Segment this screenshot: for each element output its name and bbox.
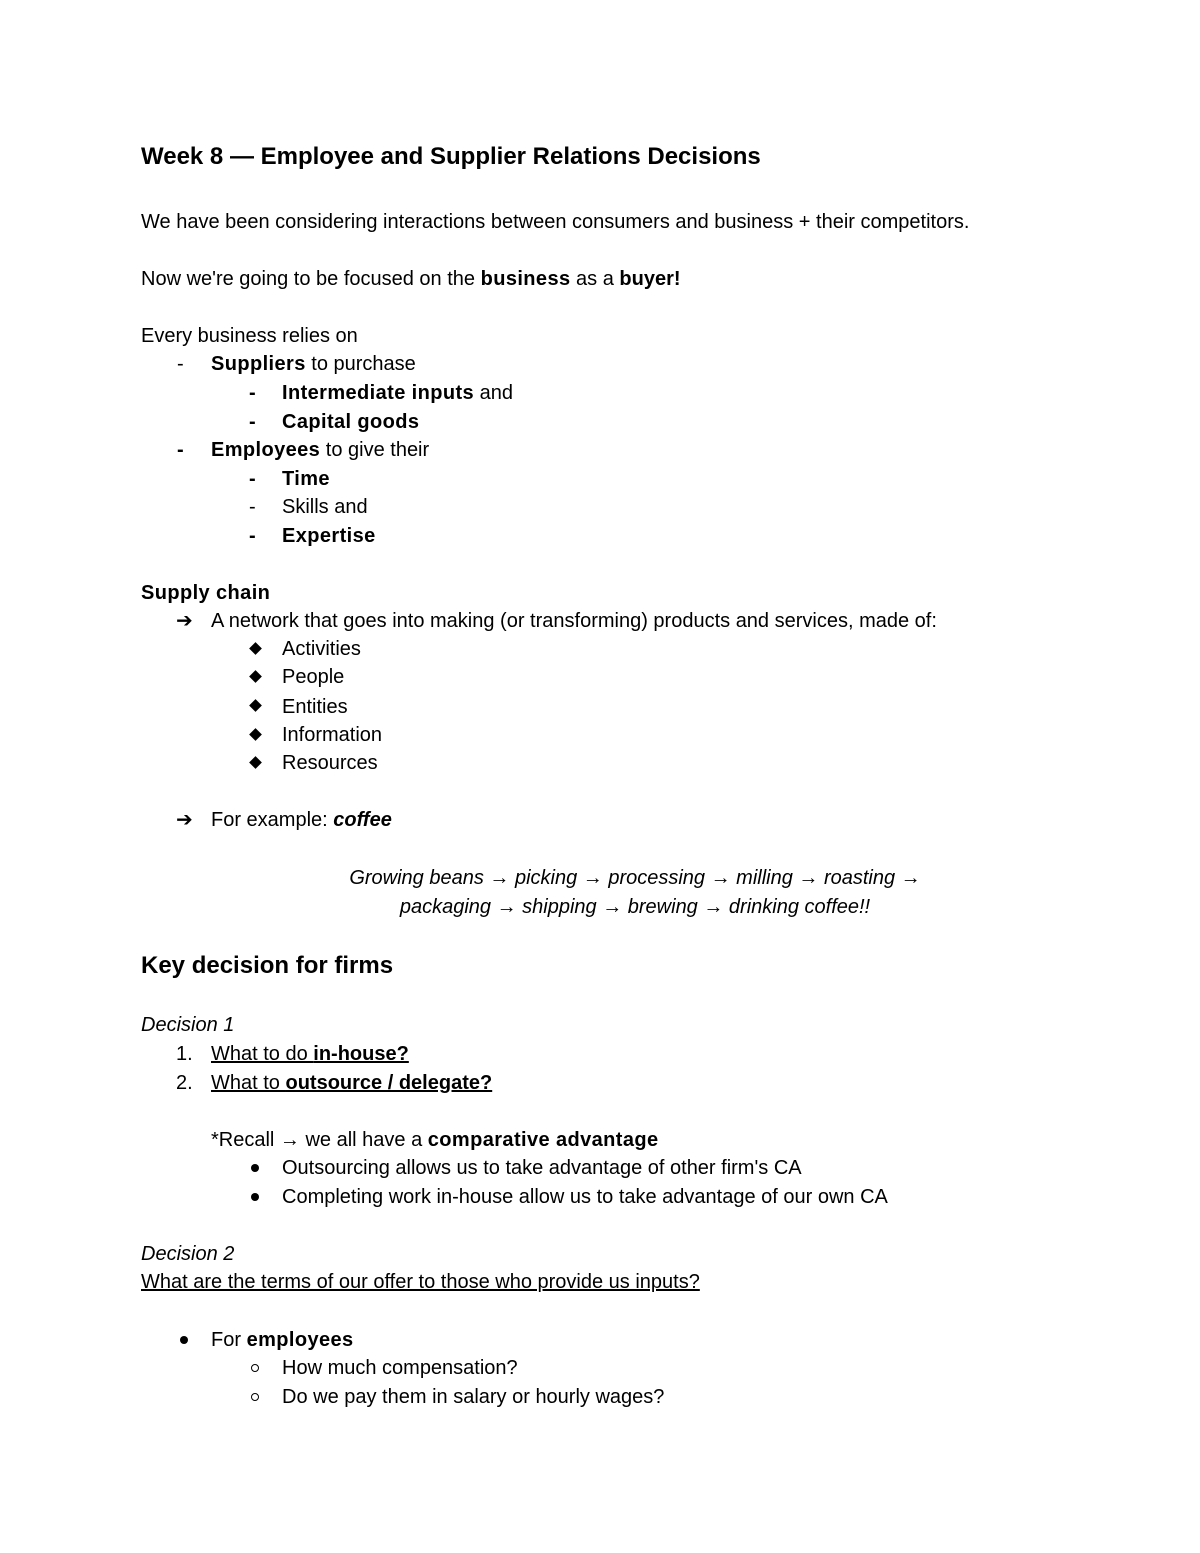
decision-2-question: What are the terms of our offer to those who provide us inputs? [141, 1271, 700, 1293]
bullet-dot-icon [251, 1164, 259, 1172]
list-item-skills: Skills and [282, 496, 368, 518]
list-number: 2. [176, 1072, 193, 1094]
recall-pre: *Recall → we all have a [211, 1129, 428, 1151]
decision-1-item-in-house [211, 1042, 409, 1066]
intro-paragraph: We have been considering interactions between consumers and business + their competitors. [141, 211, 970, 233]
list-number: 1. [176, 1043, 193, 1065]
dash-marker: - [177, 353, 184, 375]
supply-chain-item: Resources [282, 752, 378, 774]
arrow-bullet-icon: ➔ [176, 809, 193, 831]
dash-marker: - [177, 439, 184, 461]
dash-marker: - [249, 525, 256, 547]
employees-bold-word: employees [246, 1329, 354, 1351]
recall-note [211, 1128, 659, 1152]
bullet-ring-icon [251, 1393, 259, 1401]
inputs-bold: Intermediate inputs [282, 382, 475, 404]
suppliers-bold: Suppliers [211, 353, 306, 375]
decision-2-label: Decision 2 [141, 1243, 235, 1265]
list-item-intermediate-inputs [282, 381, 513, 405]
relies-intro: Every business relies on [141, 325, 358, 347]
coffee-flow-line-1: Growing beans → picking → processing → milling → roasting → [349, 867, 921, 889]
page-title: Week 8 — Employee and Supplier Relations Decisions [141, 143, 761, 170]
list-item-expertise: Expertise [282, 525, 376, 547]
list-item-time: Time [282, 468, 330, 490]
bullet-dot-icon [251, 1193, 259, 1201]
diamond-bullet-icon [249, 670, 262, 683]
bullet-dot-icon [180, 1336, 188, 1344]
item-pre: What to do [211, 1043, 314, 1065]
recall-bullet: Completing work in-house allow us to take advantage of our own CA [282, 1186, 888, 1208]
dash-marker: - [249, 496, 256, 518]
example-pre: For example: [211, 809, 334, 831]
supply-chain-item: Entities [282, 696, 348, 718]
list-item-suppliers [211, 352, 416, 376]
diamond-bullet-icon [249, 728, 262, 741]
supply-chain-heading: Supply chain [141, 582, 271, 604]
employees-pre: For [211, 1329, 247, 1351]
item-bold: outsource / delegate? [285, 1072, 493, 1094]
supply-chain-item: People [282, 666, 345, 688]
item-pre: What to [211, 1072, 286, 1094]
focus-text-mid: as a [570, 268, 620, 290]
employees-sub-item: Do we pay them in salary or hourly wages? [282, 1386, 665, 1408]
focus-bold-business: business [480, 268, 571, 290]
example-coffee: coffee [333, 809, 392, 831]
suppliers-rest: to purchase [305, 353, 416, 375]
item-bold: in-house? [313, 1043, 409, 1065]
supply-chain-item: Activities [282, 638, 361, 660]
employees-item [211, 1328, 354, 1352]
recall-bold: comparative advantage [427, 1129, 659, 1151]
inputs-rest: and [474, 382, 514, 404]
employees-sub-item: How much compensation? [282, 1357, 518, 1379]
coffee-flow-line-2: packaging → shipping → brewing → drinking coffee!! [399, 896, 871, 918]
diamond-bullet-icon [249, 756, 262, 769]
decision-1-item-outsource [211, 1071, 492, 1095]
employees-bold: Employees [211, 439, 321, 461]
key-decision-heading: Key decision for firms [141, 952, 394, 979]
diamond-bullet-icon [249, 699, 262, 712]
arrow-bullet-icon: ➔ [176, 610, 193, 632]
bullet-ring-icon [251, 1364, 259, 1372]
dash-marker: - [249, 411, 256, 433]
focus-bold-buyer: buyer! [619, 268, 681, 290]
focus-text-pre: Now we're going to be focused on the [141, 268, 481, 290]
dash-marker: - [249, 468, 256, 490]
supply-chain-definition: A network that goes into making (or transforming) products and services, made of: [211, 610, 937, 632]
supply-chain-item: Information [282, 724, 383, 746]
employees-rest: to give their [320, 439, 430, 461]
list-item-capital-goods: Capital goods [282, 411, 420, 433]
focus-paragraph [141, 267, 681, 291]
recall-bullet: Outsourcing allows us to take advantage of other firm's CA [282, 1157, 802, 1179]
list-item-employees [211, 438, 429, 462]
coffee-example [211, 808, 392, 832]
diamond-bullet-icon [249, 642, 262, 655]
decision-1-label: Decision 1 [141, 1014, 235, 1036]
dash-marker: - [249, 382, 256, 404]
